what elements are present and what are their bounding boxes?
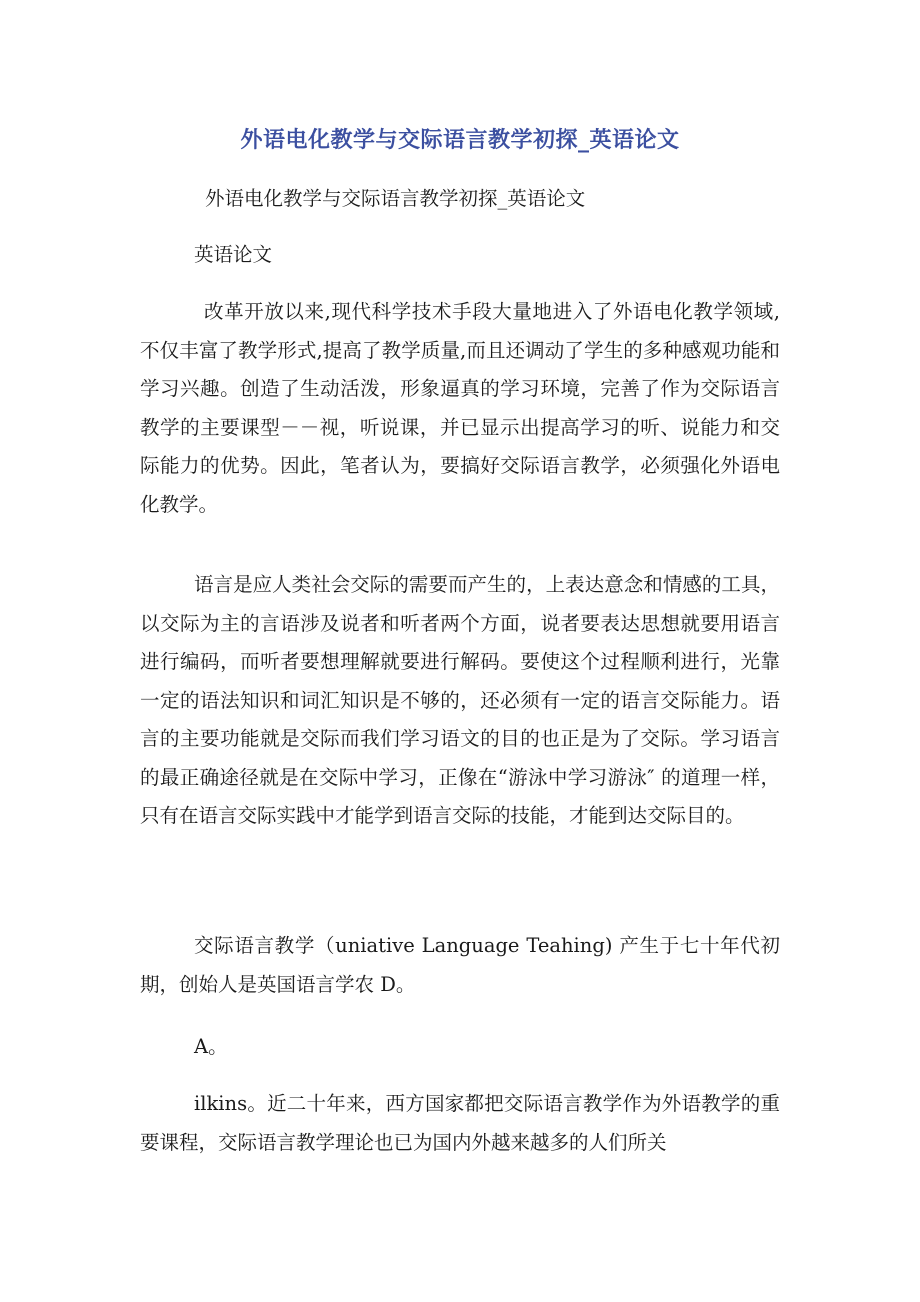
document-subtitle: 外语电化教学与交际语言教学初探_英语论文 [205,187,586,210]
paragraph-2: 语言是应人类社会交际的需要而产生的，上表达意念和情感的工具，以交际为主的言语涉及说者和听者两个方面，说者要表达思想就要用语言进行编码，而听者要想理解就要进行解码。要使这个过程顺利进行，光靠一定的语法知识和词汇知识是不够的，还必须有一定的语言交际能力。语言的主要功能就是交际而我们学习语文的目的也正是为了交际。学习语言的最正确途径就是在交际中学习，正像在“游泳中学习游泳″ 的道理一样，只有在语言交际实践中才能学到语言交际的技能，才能到达交际目的。 [140,573,780,827]
paragraph-1: 改革开放以来,现代科学技术手段大量地进入了外语电化教学领域, 不仅丰富了教学形式,提高了教学质量,而且还调动了学生的多种感观功能和学习兴趣。创造了生动活泼，形象逼真的学习环境，完善了作为交际语言教学的主要课型－－视，听说课，并已显示出提高学习的听、说能力和交际能力的优势。因此，笔者认为，要搞好交际语言教学，必须强化外语电化教学。 [140,300,780,516]
category-label: 英语论文 [194,243,273,266]
paragraph-4: A。 [194,1035,228,1058]
paragraph-3: 交际语言教学（uniative Language Teahing) 产生于七十年代初期，创始人是英国语言学农 D。 [140,934,780,996]
paragraph-5: ilkins。近二十年来，西方国家都把交际语言教学作为外语教学的重要课程，交际语言教学理论也已为国内外越来越多的人们所关 [140,1092,780,1154]
document-title: 外语电化教学与交际语言教学初探_英语论文 [240,128,680,153]
